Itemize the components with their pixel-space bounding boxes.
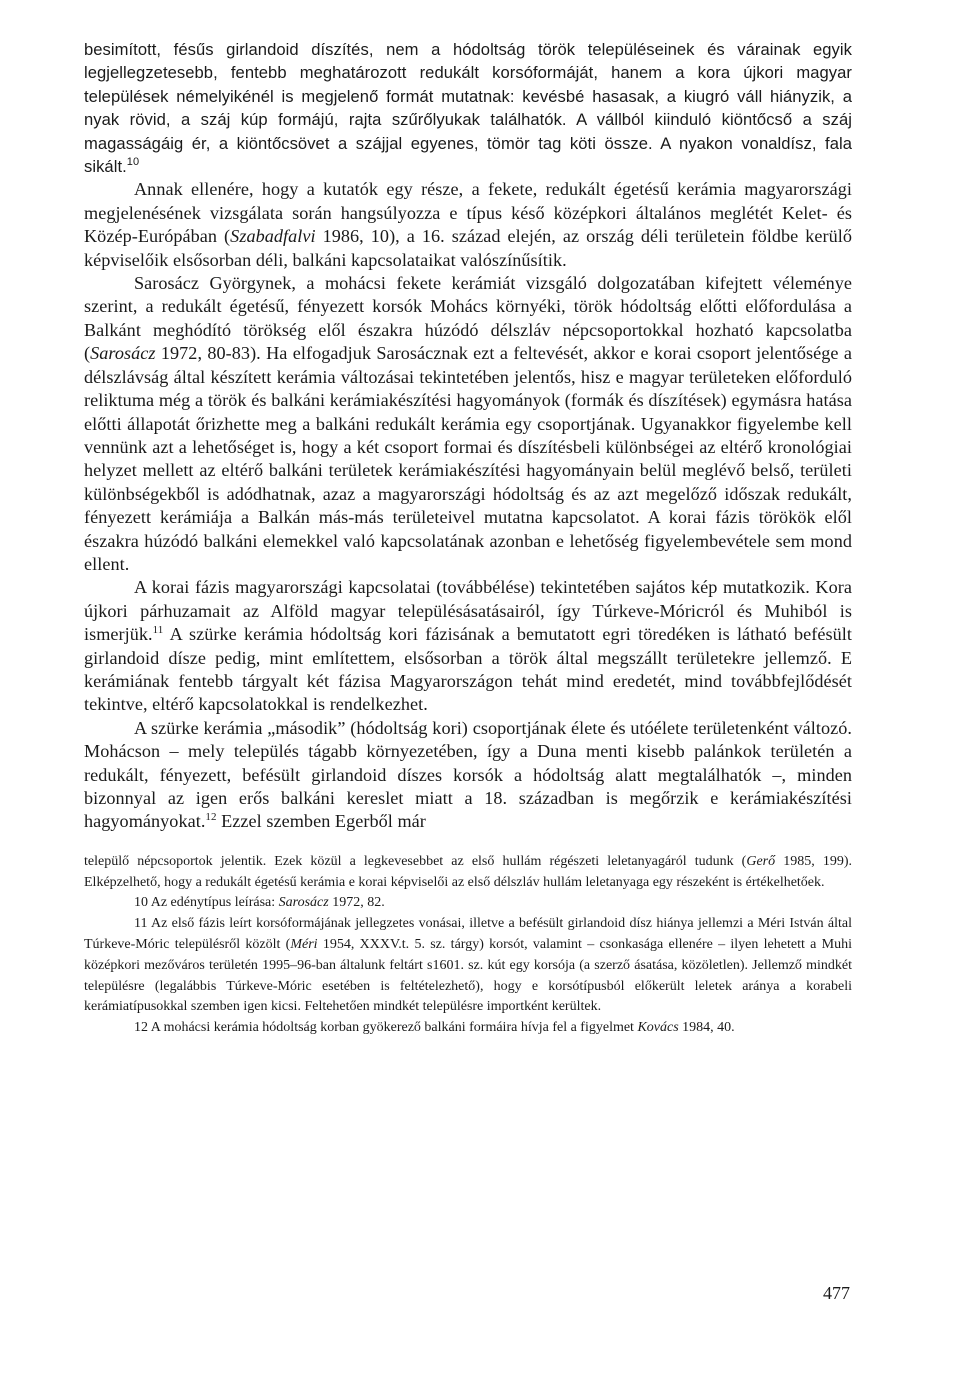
main-text	[84, 38, 852, 834]
footnote-text: 10 Az edénytípus leírása:	[134, 895, 279, 911]
footnote-text-cont: 1954, XXXV.t. 5. sz. tárgy) korsót, valamint – csonkasága ellenére – ilyen lehetett a Muhi középkori mezőváros területén 1995–96-ban általunk feltárt s1601. sz. kút egy korsója (a szerző ásatása, közöletlen). Jellemző mindkét településre (legalábbis Túrkeve-Móric esetében is feltételezhető), hogy e korsótípusból előkerült leletek aránya a korabeli kerámiatípusokkal szemben igen kicsi. Feltehetően mindkét településre importként kerültek.	[84, 937, 852, 1015]
footnotes	[84, 852, 852, 1039]
paragraph-1	[84, 38, 852, 178]
footnote-continuation	[84, 852, 852, 894]
footnote-text-cont: 1985, 199). Elképzelhető, hogy a redukált égetésű kerámia e korai képviselői az első délszláv hullám leletanyaga egy részeként is értékelhetőek.	[84, 853, 852, 890]
footnote-text-cont: 1984, 40.	[678, 1020, 735, 1036]
footnote-text: 11 Az első fázis leírt korsóformájának jellegzetes vonásai, illetve a befésült girlandoid dísz hiánya jellemzi a Méri István által Túrkeve-Móric településről közölt (	[84, 916, 852, 952]
paragraph-5	[84, 717, 852, 834]
footnote-11	[84, 914, 852, 1018]
footnote-text: települő népcsoportok jelentik. Ezek közül a legkevesebbet az első hullám régészeti leletanyagáról tudunk (	[84, 853, 747, 869]
footnote-ref-10: 10	[126, 156, 140, 169]
citation-author: Sarosácz	[278, 895, 329, 911]
paragraph-2	[84, 178, 852, 272]
document-page	[84, 38, 852, 1039]
paragraph-3-text: Sarosácz Györgynek, a mohácsi fekete kerámiát vizsgáló dolgozatában kifejtett véleménye szerint, a redukált égetésű, fényezett korsók Mohács környéki, török hódoltság előtti előfordulása a Balkánt meghódító törökség elől északra húzódó délszláv népcsoportokkal hozható kapcsolatba (	[84, 273, 852, 364]
citation-author: Szabadfalvi	[230, 226, 316, 247]
paragraph-3-text-cont: 1972, 80-83). Ha elfogadjuk Sarosácznak ezt a feltevését, akkor e korai csoport jelentősége a délszlávság által készített kerámia változásai tekintetében jelentős, hisz e magyar területeken előforduló reliktuma még a török és balkáni kerámiakészítési hagyományok (formák és díszítések) egymásra hatása előtti állapotát őrizhette meg a balkáni redukált kerámia egy csoportjának. Ugyanakkor figyelembe kell vennünk azt a lehetőséget is, hogy a két csoport formai és díszítésbeli különbségei az eltérő kronológiai helyzet mellett az eltérő balkáni területek kerámiakészítési hagyományain belül meglévő belső, területi különbségekből is adódhatnak, azaz a magyarországi hódoltság és az azt megelőző időszak redukált, fényezett kerámiája a Balkán más-más területeivel mutatna kapcsolatot. A korai fázis törökök elől északra húzódó balkáni elemekkel való kapcsolatának azonban e lehetőség figyelembevétele sem mond ellent.	[84, 343, 852, 574]
citation-author: Méri	[290, 937, 318, 952]
paragraph-2-text: Annak ellenére, hogy a kutatók egy része, a fekete, redukált égetésű kerámia magyarországi megjelenésének vizsgálata során hangsúlyozza e típus késő középkori általános meglétét Kelet- és Közép-Európában (	[84, 179, 852, 247]
page-number: 477	[823, 1283, 850, 1303]
paragraph-2-text-cont: 1986, 10), a 16. század elején, az ország déli területein földbe kerülő képviselőik elsősorban déli, balkáni kapcsolataikat valószínűsítik.	[84, 226, 853, 270]
footnote-12	[84, 1018, 852, 1039]
paragraph-5-text-cont: Ezzel szemben Egerből már	[216, 811, 426, 832]
paragraph-4-text-cont: A szürke kerámia hódoltság kori fázisának a bemutatott egri töredéken is látható befésült girlandoid dísze pedig, mint említettem, elsősorban a török által megszállt területekre jellemző. E kerámiának fentebb tárgyalt két fázisa Magyarországon tehát mind eredetét, mind továbbfejlődését tekintve, eltérő kapcsolatokkal is rendelkezhet.	[84, 624, 852, 715]
footnote-10	[84, 893, 852, 914]
paragraph-3	[84, 272, 852, 576]
footnote-ref-11: 11	[152, 624, 164, 637]
footnote-ref-12: 12	[205, 811, 217, 824]
paragraph-4-text: A korai fázis magyarországi kapcsolatai (továbbélése) tekintetében sajátos kép mutatkozik. Kora újkori párhuzamait az Alföld magyar településásatásairól, így Túrkeve-Móricról és Muhiból is ismerjük.	[84, 577, 852, 645]
footnote-text: 12 A mohácsi kerámia hódoltság korban gyökerező balkáni formáira hívja fel a figyelmet	[134, 1020, 638, 1036]
citation-author: Gerő	[746, 853, 776, 869]
citation-author: Kovács	[637, 1020, 679, 1036]
footnote-text-cont: 1972, 82.	[328, 895, 385, 911]
paragraph-5-text: A szürke kerámia „második” (hódoltság kori) csoportjának élete és utóélete területenként változó. Mohácson – mely település tágabb környezetében, így a Duna menti kisebb palánkok területén a redukált, fényezett, befésült girlandoid díszes korsók a hódoltság alatt megtalálhatók –, minden bizonnyal az igen erős balkáni kereslet miatt a 18. században is megőrzik e kerámiakészítési hagyományokat.	[84, 717, 852, 832]
paragraph-1-text: besimított, fésűs girlandoid díszítés, nem a hódoltság török településeinek és várainak egyik legjellegzetesebb, fentebb meghatározott redukált korsóformáját, hanem a kora újkori magyar települések némelyikénél is megjelenő formát mutatnak: kevésbé hasasak, a kiugró váll hiányzik, a nyak rövid, a száj kúp formájú, rajta szűrőlyukak találhatók. A vállból kiinduló kiöntőcső a száj magasságáig ér, a kiöntőcsövet a szájjal egyenes, tömör tag köti össze. A nyakon vonaldísz, fala sikált.	[84, 40, 852, 177]
citation-author: Sarosácz	[90, 343, 156, 364]
paragraph-4	[84, 576, 852, 716]
